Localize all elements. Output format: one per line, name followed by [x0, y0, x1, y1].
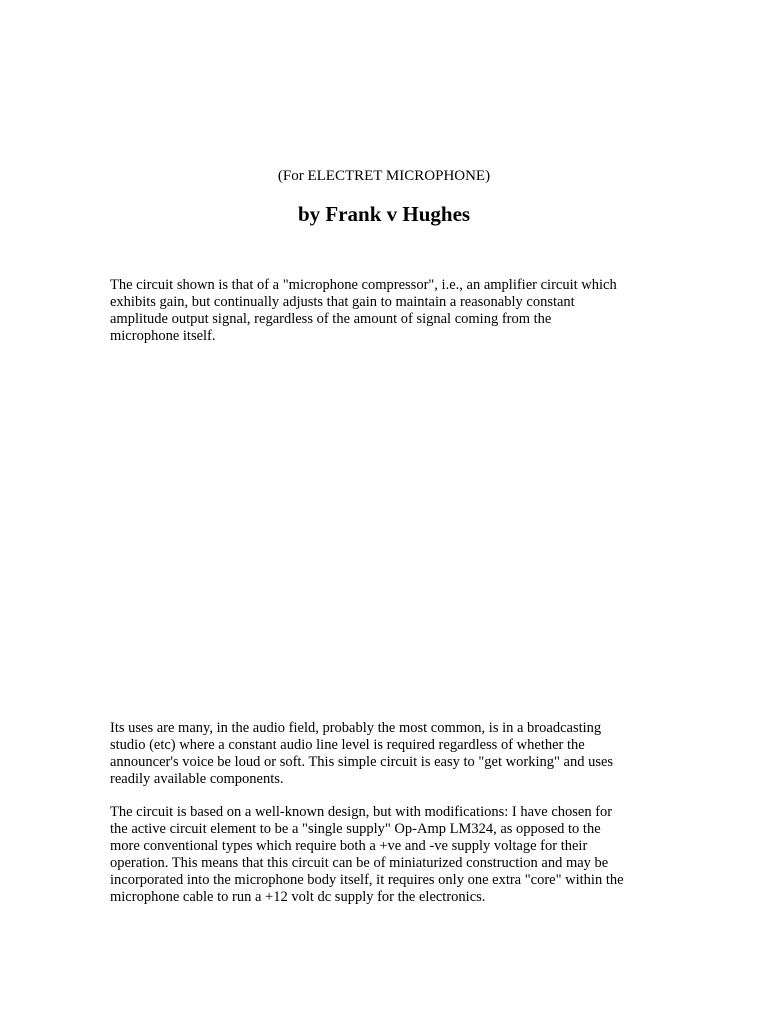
text-line: Its uses are many, in the audio field, probably the most common, is in a broadcasting: [110, 720, 602, 736]
text-line: microphone cable to run a +12 volt dc supply for the electronics.: [110, 889, 486, 905]
design-paragraph: [110, 804, 670, 906]
uses-paragraph: [110, 720, 670, 788]
text-line: studio (etc) where a constant audio line level is required regardless of whether the: [110, 737, 585, 753]
text-line: The circuit shown is that of a "microphone compressor", i.e., an amplifier circuit which: [110, 277, 617, 293]
intro-paragraph: [110, 277, 670, 345]
text-line: exhibits gain, but continually adjusts that gain to maintain a reasonably constant: [110, 294, 575, 310]
text-line: amplitude output signal, regardless of the amount of signal coming from the: [110, 311, 552, 327]
text-line: operation. This means that this circuit can be of miniaturized construction and may be: [110, 855, 609, 871]
text-line: announcer's voice be loud or soft. This simple circuit is easy to "get working" and uses: [110, 754, 614, 770]
document-subtitle: (For ELECTRET MICROPHONE): [277, 168, 491, 184]
text-line: more conventional types which require both a +ve and -ve supply voltage for their: [110, 838, 588, 854]
author-byline: by Frank v Hughes: [297, 202, 471, 226]
text-line: microphone itself.: [110, 328, 216, 344]
text-line: incorporated into the microphone body itself, it requires only one extra "core" within the: [110, 872, 624, 888]
text-line: the active circuit element to be a "single supply" Op-Amp LM324, as opposed to the: [110, 821, 601, 837]
text-line: The circuit is based on a well-known design, but with modifications: I have chosen for: [110, 804, 613, 820]
text-line: readily available components.: [110, 771, 284, 787]
